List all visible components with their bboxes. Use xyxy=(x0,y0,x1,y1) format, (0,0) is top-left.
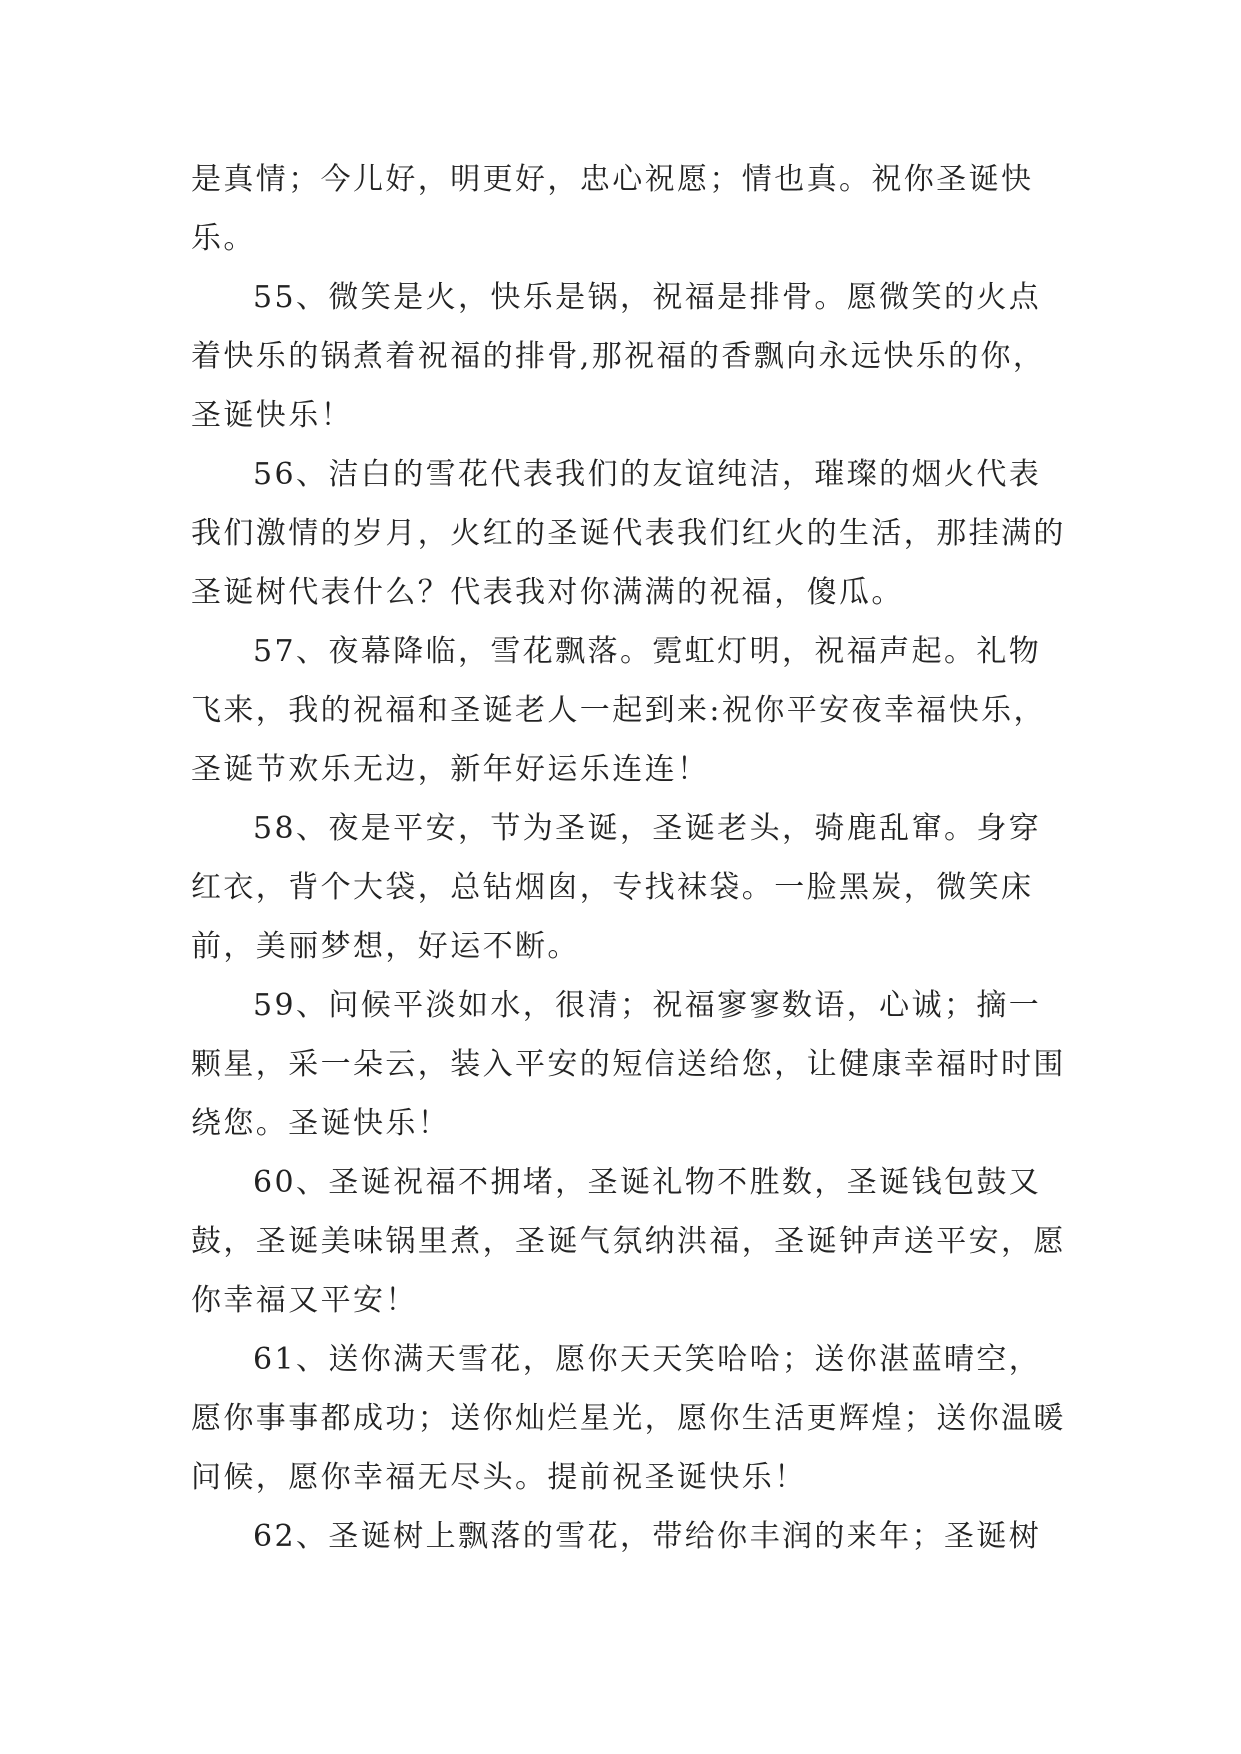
paragraph-56: 56、洁白的雪花代表我们的友谊纯洁，璀璨的烟火代表我们激情的岁月，火红的圣诞代表我们红火的生活，那挂满的圣诞树代表什么？代表我对你满满的祝福，傻瓜。 xyxy=(191,457,1066,610)
paragraph-59: 59、问候平淡如水，很清；祝福寥寥数语，心诚；摘一颗星，采一朵云，装入平安的短信送给您，让健康幸福时时围绕您。圣诞快乐！ xyxy=(191,988,1066,1141)
paragraph-60: 60、圣诞祝福不拥堵，圣诞礼物不胜数，圣诞钱包鼓又鼓，圣诞美味锅里煮，圣诞气氛纳洪福，圣诞钟声送平安，愿你幸福又平安！ xyxy=(191,1165,1066,1318)
paragraph-61: 61、送你满天雪花，愿你天天笑哈哈；送你湛蓝晴空，愿你事事都成功；送你灿烂星光，愿你生活更辉煌；送你温暖问候，愿你幸福无尽头。提前祝圣诞快乐！ xyxy=(191,1342,1066,1495)
paragraph-62: 62、圣诞树上飘落的雪花，带给你丰润的来年；圣诞树 xyxy=(253,1519,1042,1554)
paragraph-57: 57、夜幕降临，雪花飘落。霓虹灯明，祝福声起。礼物飞来，我的祝福和圣诞老人一起到来:祝你平安夜幸福快乐，圣诞节欢乐无边，新年好运乐连连！ xyxy=(191,634,1046,787)
paragraph-continued: 是真情；今儿好，明更好，忠心祝愿；情也真。祝你圣诞快乐。 xyxy=(191,162,1034,256)
paragraph-58: 58、夜是平安，节为圣诞，圣诞老头，骑鹿乱窜。身穿红衣，背个大袋，总钻烟囱，专找袜袋。一脸黑炭，微笑床前，美丽梦想，好运不断。 xyxy=(191,811,1042,964)
paragraph-55: 55、微笑是火，快乐是锅，祝福是排骨。愿微笑的火点着快乐的锅煮着祝福的排骨,那祝福的香飘向永远快乐的你，圣诞快乐！ xyxy=(191,280,1046,433)
document-body xyxy=(191,150,1071,1566)
